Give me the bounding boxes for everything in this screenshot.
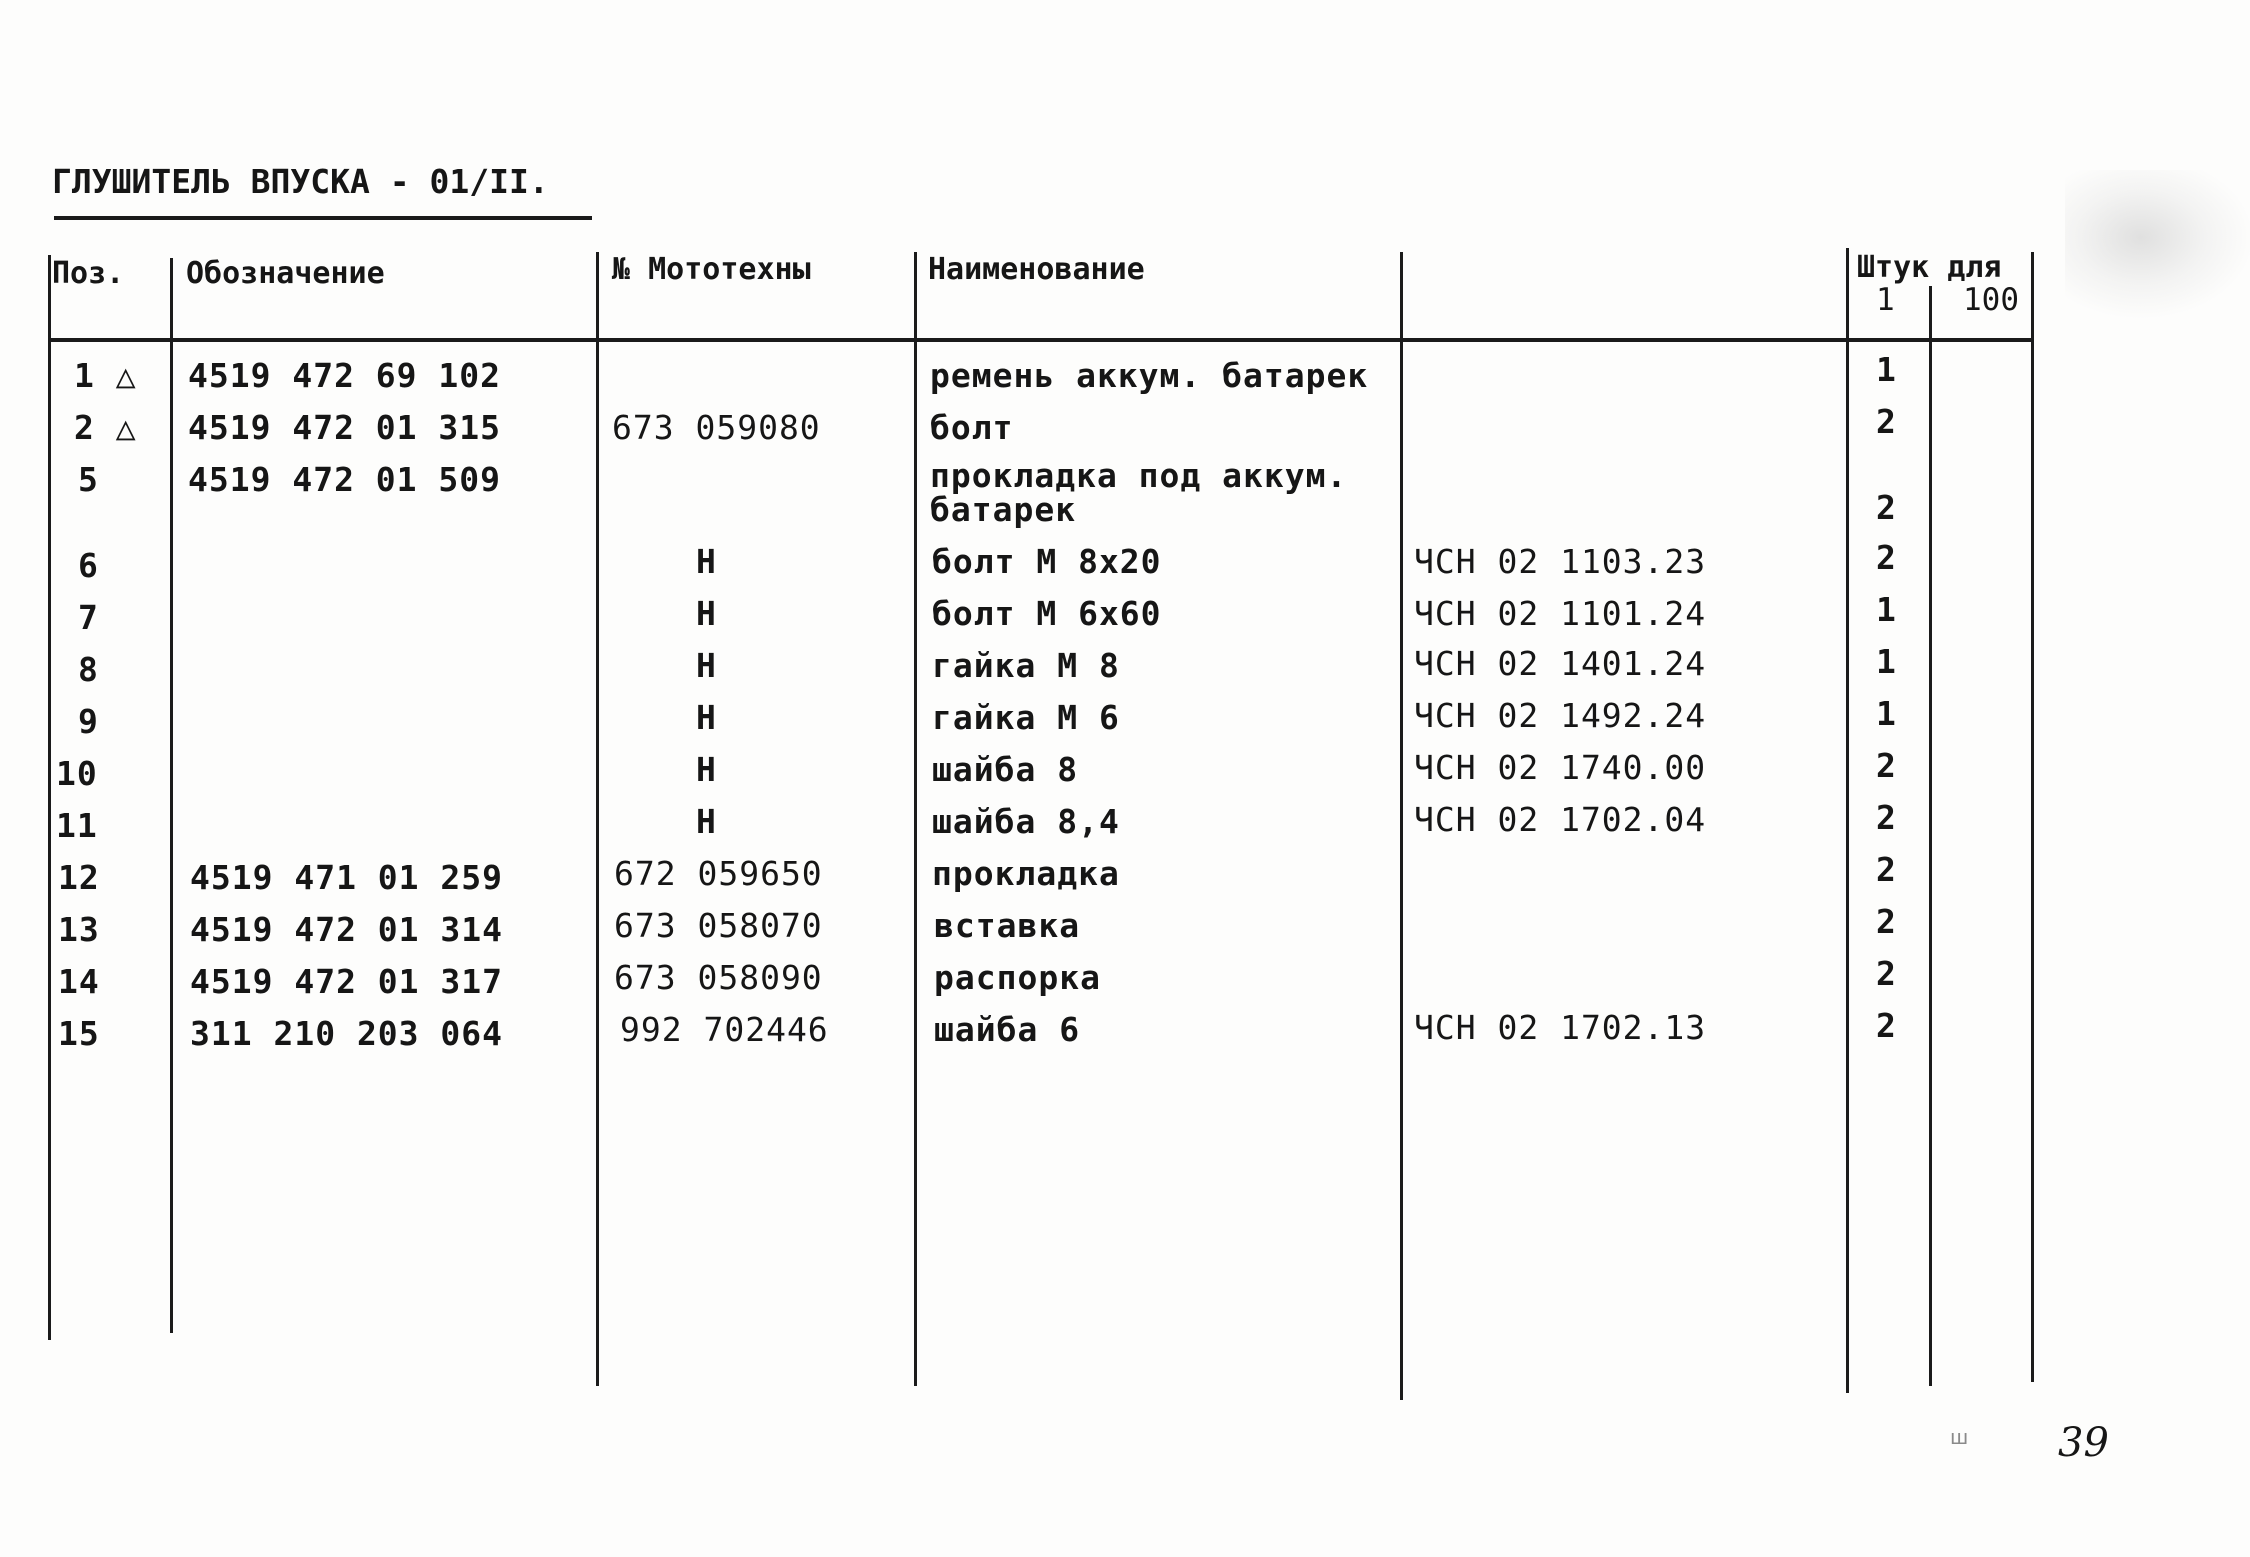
header-designation: Обозначение — [186, 256, 385, 291]
row-8-mototechna: Н — [696, 750, 717, 789]
row-6-mototechna: Н — [696, 646, 717, 685]
row-13-pos: 15 — [58, 1014, 100, 1053]
column-line-designation — [596, 252, 599, 1386]
row-1-designation: 4519 472 69 102 — [188, 356, 502, 395]
row-13-name: шайба 6 — [934, 1010, 1081, 1049]
header-pos: Поз. — [52, 256, 125, 291]
header-qty: Штук для — [1857, 250, 2002, 285]
row-6-std: ЧСН 02 1401.24 — [1414, 644, 1707, 683]
row-12-designation: 4519 472 01 317 — [190, 962, 504, 1001]
row-4-name: болт М 8х20 — [932, 542, 1162, 581]
column-line-pos — [170, 258, 173, 1333]
scan-smudge — [2065, 170, 2250, 320]
row-2-qty: 2 — [1876, 402, 1897, 441]
header-qty-1: 1 — [1876, 282, 1895, 318]
row-2-name: болт — [930, 408, 1014, 447]
row-6-pos: 8 — [78, 650, 99, 689]
row-11-qty: 2 — [1876, 902, 1897, 941]
row-3-pos: 5 — [78, 460, 99, 499]
row-8-pos: 10 — [56, 754, 98, 793]
row-4-qty: 2 — [1876, 538, 1897, 577]
row-10-pos: 12 — [58, 858, 100, 897]
row-2-pos: 2 △ — [74, 408, 137, 447]
row-5-qty: 1 — [1876, 590, 1897, 629]
row-13-designation: 311 210 203 064 — [190, 1014, 504, 1053]
header-qty-100: 100 — [1963, 282, 2019, 318]
row-7-pos: 9 — [78, 702, 99, 741]
row-6-name: гайка М 8 — [932, 646, 1120, 685]
row-8-name: шайба 8 — [932, 750, 1079, 789]
row-3-name-line2: батарек — [930, 490, 1077, 529]
row-10-mototechna: 672 059650 — [614, 854, 823, 893]
row-12-mototechna: 673 058090 — [614, 958, 823, 997]
row-4-std: ЧСН 02 1103.23 — [1414, 542, 1707, 581]
header-name: Наименование — [928, 252, 1145, 287]
row-11-pos: 13 — [58, 910, 100, 949]
column-line-std — [1846, 248, 1849, 1393]
row-3-qty: 2 — [1876, 488, 1897, 527]
page-number: 39 — [2058, 1420, 2109, 1466]
corner-mark: ш — [1950, 1425, 1969, 1449]
row-3-name: прокладка под аккум. — [930, 456, 1348, 495]
row-10-designation: 4519 471 01 259 — [190, 858, 504, 897]
document-title: ГЛУШИТЕЛЬ ВПУСКА - 01/II. — [52, 162, 549, 201]
row-9-pos: 11 — [56, 806, 98, 845]
row-8-qty: 2 — [1876, 746, 1897, 785]
row-11-designation: 4519 472 01 314 — [190, 910, 504, 949]
row-7-qty: 1 — [1876, 694, 1897, 733]
row-4-pos: 6 — [78, 546, 99, 585]
column-line-left — [48, 255, 51, 1340]
row-7-mototechna: Н — [696, 698, 717, 737]
column-line-mototechna — [914, 252, 917, 1386]
row-10-name: прокладка — [932, 854, 1120, 893]
row-3-designation: 4519 472 01 509 — [188, 460, 502, 499]
row-12-name: распорка — [934, 958, 1101, 997]
row-8-std: ЧСН 02 1740.00 — [1414, 748, 1707, 787]
header-rule — [48, 338, 2031, 342]
row-11-name: вставка — [934, 906, 1081, 945]
row-10-qty: 2 — [1876, 850, 1897, 889]
row-9-qty: 2 — [1876, 798, 1897, 837]
row-2-mototechna: 673 059080 — [612, 408, 821, 447]
column-line-name — [1400, 252, 1403, 1400]
row-4-mototechna: Н — [696, 542, 717, 581]
row-5-std: ЧСН 02 1101.24 — [1414, 594, 1707, 633]
row-5-mototechna: Н — [696, 594, 717, 633]
row-1-name: ремень аккум. батарек — [930, 356, 1369, 395]
row-1-qty: 1 — [1876, 350, 1897, 389]
row-5-pos: 7 — [78, 598, 99, 637]
row-5-name: болт М 6х60 — [932, 594, 1162, 633]
row-9-mototechna: Н — [696, 802, 717, 841]
row-7-name: гайка М 6 — [932, 698, 1120, 737]
column-line-qty1 — [1929, 286, 1932, 1386]
column-line-qty100 — [2031, 252, 2034, 1382]
row-7-std: ЧСН 02 1492.24 — [1414, 696, 1707, 735]
row-13-mototechna: 992 702446 — [620, 1010, 829, 1049]
row-2-designation: 4519 472 01 315 — [188, 408, 502, 447]
row-13-qty: 2 — [1876, 1006, 1897, 1045]
row-1-pos: 1 △ — [74, 356, 137, 395]
header-mototechna: № Мототехны — [612, 252, 811, 287]
title-underline — [54, 216, 592, 220]
row-9-std: ЧСН 02 1702.04 — [1414, 800, 1707, 839]
row-11-mototechna: 673 058070 — [614, 906, 823, 945]
row-9-name: шайба 8,4 — [932, 802, 1120, 841]
row-12-qty: 2 — [1876, 954, 1897, 993]
row-13-std: ЧСН 02 1702.13 — [1414, 1008, 1707, 1047]
row-12-pos: 14 — [58, 962, 100, 1001]
row-6-qty: 1 — [1876, 642, 1897, 681]
